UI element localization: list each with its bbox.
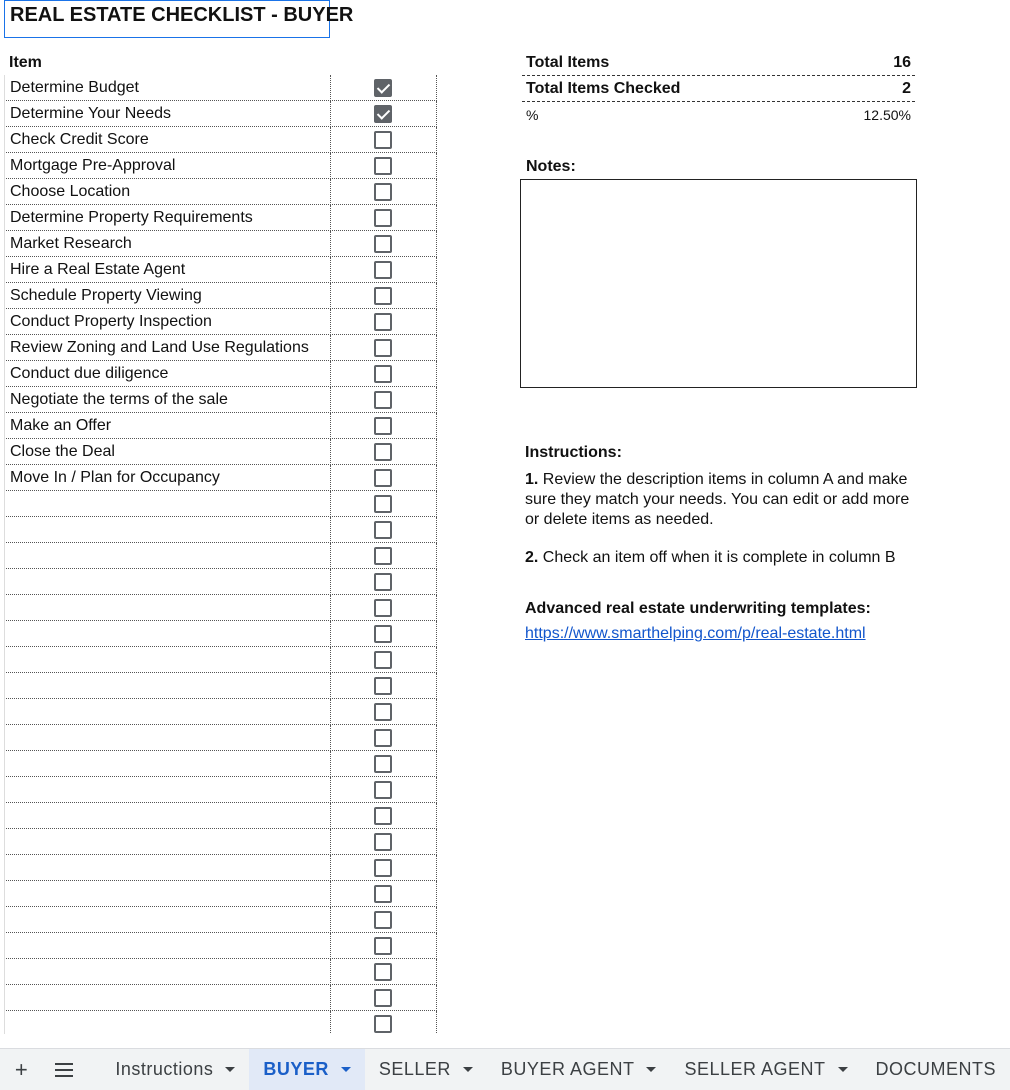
table-row — [4, 829, 437, 855]
check-cell — [331, 205, 437, 231]
sheet-tab-bar — [0, 1048, 1010, 1090]
instructions-heading: Instructions: — [525, 444, 622, 461]
tab-documents[interactable] — [862, 1049, 1010, 1090]
check-cell — [331, 543, 437, 569]
item-checkbox[interactable] — [374, 79, 392, 97]
item-label[interactable]: Negotiate the terms of the sale — [4, 387, 331, 413]
item-checkbox[interactable] — [374, 599, 392, 617]
table-row — [4, 231, 437, 257]
percent-value: 12.50% — [863, 107, 911, 123]
item-checkbox[interactable] — [374, 807, 392, 825]
item-checkbox[interactable] — [374, 989, 392, 1007]
check-cell — [331, 777, 437, 803]
tab-label: SELLER — [378, 1059, 451, 1079]
item-checkbox[interactable] — [374, 495, 392, 513]
item-label[interactable]: Determine Budget — [4, 75, 331, 101]
table-row — [4, 855, 437, 881]
table-row — [4, 361, 437, 387]
item-label[interactable] — [4, 907, 331, 933]
check-cell — [331, 101, 437, 127]
check-cell — [331, 361, 437, 387]
tab-label: BUYER — [263, 1059, 329, 1079]
item-checkbox[interactable] — [374, 105, 392, 123]
check-cell — [331, 751, 437, 777]
item-label[interactable] — [4, 621, 331, 647]
check-cell — [331, 309, 437, 335]
check-cell — [331, 517, 437, 543]
table-row — [4, 465, 437, 491]
item-label[interactable] — [4, 881, 331, 907]
step-2-text: Check an item off when it is complete in column B — [538, 549, 896, 566]
item-checkbox[interactable] — [374, 755, 392, 773]
chevron-down-icon[interactable] — [646, 1067, 656, 1072]
item-label[interactable]: Conduct Property Inspection — [4, 309, 331, 335]
table-row — [4, 127, 437, 153]
item-checkbox[interactable] — [374, 729, 392, 747]
check-cell — [331, 803, 437, 829]
chevron-down-icon[interactable] — [463, 1067, 473, 1072]
table-row — [4, 621, 437, 647]
tab-label: SELLER AGENT — [684, 1059, 826, 1079]
tab-buyer[interactable] — [249, 1049, 365, 1090]
table-row — [4, 569, 437, 595]
item-checkbox[interactable] — [374, 1015, 392, 1033]
check-cell — [331, 673, 437, 699]
check-cell — [331, 465, 437, 491]
table-row — [4, 803, 437, 829]
table-row — [4, 491, 437, 517]
tab-label: BUYER AGENT — [500, 1059, 635, 1079]
item-checkbox[interactable] — [374, 573, 392, 591]
item-checkbox[interactable] — [374, 391, 392, 409]
tab-label: Instructions — [115, 1059, 214, 1079]
check-cell — [331, 725, 437, 751]
table-row — [4, 439, 437, 465]
sheet-title: REAL ESTATE CHECKLIST - BUYER — [10, 4, 354, 26]
table-row — [4, 907, 437, 933]
item-label[interactable]: Make an Offer — [4, 413, 331, 439]
item-label[interactable] — [4, 569, 331, 595]
item-checkbox[interactable] — [374, 859, 392, 877]
tab-label: DOCUMENTS — [875, 1059, 997, 1079]
check-cell — [331, 881, 437, 907]
item-checkbox[interactable] — [374, 885, 392, 903]
percent-label: % — [526, 107, 539, 123]
table-row — [4, 959, 437, 985]
item-label[interactable]: Market Research — [4, 231, 331, 257]
tab-buyer-agent[interactable] — [487, 1049, 671, 1090]
check-cell — [331, 75, 437, 101]
item-label[interactable] — [4, 491, 331, 517]
notes-label: Notes: — [526, 158, 576, 175]
item-checkbox[interactable] — [374, 443, 392, 461]
item-checkbox[interactable] — [374, 963, 392, 981]
item-checkbox[interactable] — [374, 157, 392, 175]
percent-row — [522, 102, 915, 128]
table-row — [4, 985, 437, 1011]
item-checkbox[interactable] — [374, 287, 392, 305]
advanced-templates-link[interactable]: https://www.smarthelping.com/p/real-estate.html — [525, 625, 866, 642]
check-cell — [331, 387, 437, 413]
table-row — [4, 699, 437, 725]
item-checkbox[interactable] — [374, 209, 392, 227]
check-cell — [331, 595, 437, 621]
check-cell — [331, 699, 437, 725]
table-row — [4, 75, 437, 101]
item-label[interactable] — [4, 829, 331, 855]
item-label[interactable] — [4, 777, 331, 803]
table-row — [4, 257, 437, 283]
step-1-text: Review the description items in column A and make sure they match your needs. You can edit or add more or delete items as needed. — [525, 471, 910, 528]
tab-seller-agent[interactable] — [670, 1049, 861, 1090]
item-checkbox[interactable] — [374, 677, 392, 695]
check-cell — [331, 959, 437, 985]
check-cell — [331, 231, 437, 257]
table-row — [4, 673, 437, 699]
chevron-down-icon[interactable] — [341, 1067, 351, 1072]
table-row — [4, 101, 437, 127]
item-label[interactable]: Determine Your Needs — [4, 101, 331, 127]
table-row — [4, 283, 437, 309]
item-label[interactable]: Determine Property Requirements — [4, 205, 331, 231]
total-items-row — [522, 50, 915, 76]
item-checkbox[interactable] — [374, 417, 392, 435]
check-cell — [331, 335, 437, 361]
items-column-header: Item — [9, 54, 42, 71]
item-checkbox[interactable] — [374, 703, 392, 721]
item-label[interactable]: Hire a Real Estate Agent — [4, 257, 331, 283]
item-label[interactable]: Close the Deal — [4, 439, 331, 465]
instruction-step-1 — [525, 470, 920, 530]
table-row — [4, 205, 437, 231]
item-checkbox[interactable] — [374, 339, 392, 357]
tab-seller[interactable] — [365, 1049, 487, 1090]
check-cell — [331, 569, 437, 595]
table-row — [4, 153, 437, 179]
menu-icon[interactable] — [43, 1049, 86, 1090]
item-label[interactable] — [4, 959, 331, 985]
item-checkbox[interactable] — [374, 911, 392, 929]
item-label[interactable]: Review Zoning and Land Use Regulations — [4, 335, 331, 361]
item-label[interactable] — [4, 517, 331, 543]
check-cell — [331, 179, 437, 205]
item-label[interactable] — [4, 1011, 331, 1034]
total-checked-row — [522, 76, 915, 102]
check-cell — [331, 127, 437, 153]
table-row — [4, 725, 437, 751]
table-row — [4, 881, 437, 907]
step-1-number: 1. — [525, 471, 539, 488]
instruction-step-2 — [525, 548, 920, 568]
check-cell — [331, 985, 437, 1011]
item-label[interactable] — [4, 595, 331, 621]
item-checkbox[interactable] — [374, 781, 392, 799]
table-row — [4, 387, 437, 413]
item-checkbox[interactable] — [374, 625, 392, 643]
table-row — [4, 933, 437, 959]
item-label[interactable]: Check Credit Score — [4, 127, 331, 153]
total-items-label: Total Items — [526, 54, 610, 71]
check-cell — [331, 439, 437, 465]
table-row — [4, 543, 437, 569]
checklist-items — [4, 75, 437, 1034]
table-row — [4, 179, 437, 205]
item-checkbox[interactable] — [374, 547, 392, 565]
item-label[interactable] — [4, 725, 331, 751]
check-cell — [331, 907, 437, 933]
check-cell — [331, 621, 437, 647]
summary-table — [522, 50, 915, 128]
table-row — [4, 751, 437, 777]
item-label[interactable]: Move In / Plan for Occupancy — [4, 465, 331, 491]
item-checkbox[interactable] — [374, 313, 392, 331]
sheet-tabs — [101, 1049, 1010, 1090]
item-label[interactable]: Mortgage Pre-Approval — [4, 153, 331, 179]
item-label[interactable] — [4, 933, 331, 959]
item-checkbox[interactable] — [374, 365, 392, 383]
check-cell — [331, 855, 437, 881]
chevron-down-icon[interactable] — [225, 1067, 235, 1072]
item-checkbox[interactable] — [374, 521, 392, 539]
tab-instructions[interactable] — [101, 1049, 249, 1090]
notes-box[interactable] — [520, 179, 917, 388]
item-checkbox[interactable] — [374, 833, 392, 851]
title-cell[interactable] — [4, 0, 354, 38]
item-label[interactable] — [4, 699, 331, 725]
check-cell — [331, 413, 437, 439]
check-cell — [331, 257, 437, 283]
table-row — [4, 1011, 437, 1034]
item-label[interactable]: Schedule Property Viewing — [4, 283, 331, 309]
item-label[interactable] — [4, 647, 331, 673]
total-checked-value: 2 — [902, 80, 911, 97]
item-checkbox[interactable] — [374, 937, 392, 955]
table-row — [4, 647, 437, 673]
check-cell — [331, 829, 437, 855]
table-row — [4, 517, 437, 543]
step-2-number: 2. — [525, 549, 539, 566]
plus-icon[interactable]: + — [14, 1056, 28, 1082]
item-label[interactable]: Conduct due diligence — [4, 361, 331, 387]
advanced-templates-label: Advanced real estate underwriting templates: — [525, 600, 871, 617]
item-label[interactable] — [4, 803, 331, 829]
table-row — [4, 413, 437, 439]
item-checkbox[interactable] — [374, 261, 392, 279]
total-checked-label: Total Items Checked — [526, 80, 681, 97]
item-label[interactable] — [4, 673, 331, 699]
table-row — [4, 335, 437, 361]
item-label[interactable] — [4, 855, 331, 881]
check-cell — [331, 933, 437, 959]
item-checkbox[interactable] — [374, 183, 392, 201]
item-checkbox[interactable] — [374, 651, 392, 669]
item-label[interactable] — [4, 543, 331, 569]
item-label[interactable] — [4, 751, 331, 777]
item-label[interactable] — [4, 985, 331, 1011]
table-row — [4, 595, 437, 621]
item-label[interactable]: Choose Location — [4, 179, 331, 205]
table-row — [4, 777, 437, 803]
check-cell — [331, 153, 437, 179]
item-checkbox[interactable] — [374, 131, 392, 149]
table-row — [4, 309, 437, 335]
item-checkbox[interactable] — [374, 235, 392, 253]
check-cell — [331, 1011, 437, 1034]
chevron-down-icon[interactable] — [838, 1067, 848, 1072]
total-items-value: 16 — [893, 54, 911, 71]
item-checkbox[interactable] — [374, 469, 392, 487]
check-cell — [331, 647, 437, 673]
check-cell — [331, 491, 437, 517]
check-cell — [331, 283, 437, 309]
